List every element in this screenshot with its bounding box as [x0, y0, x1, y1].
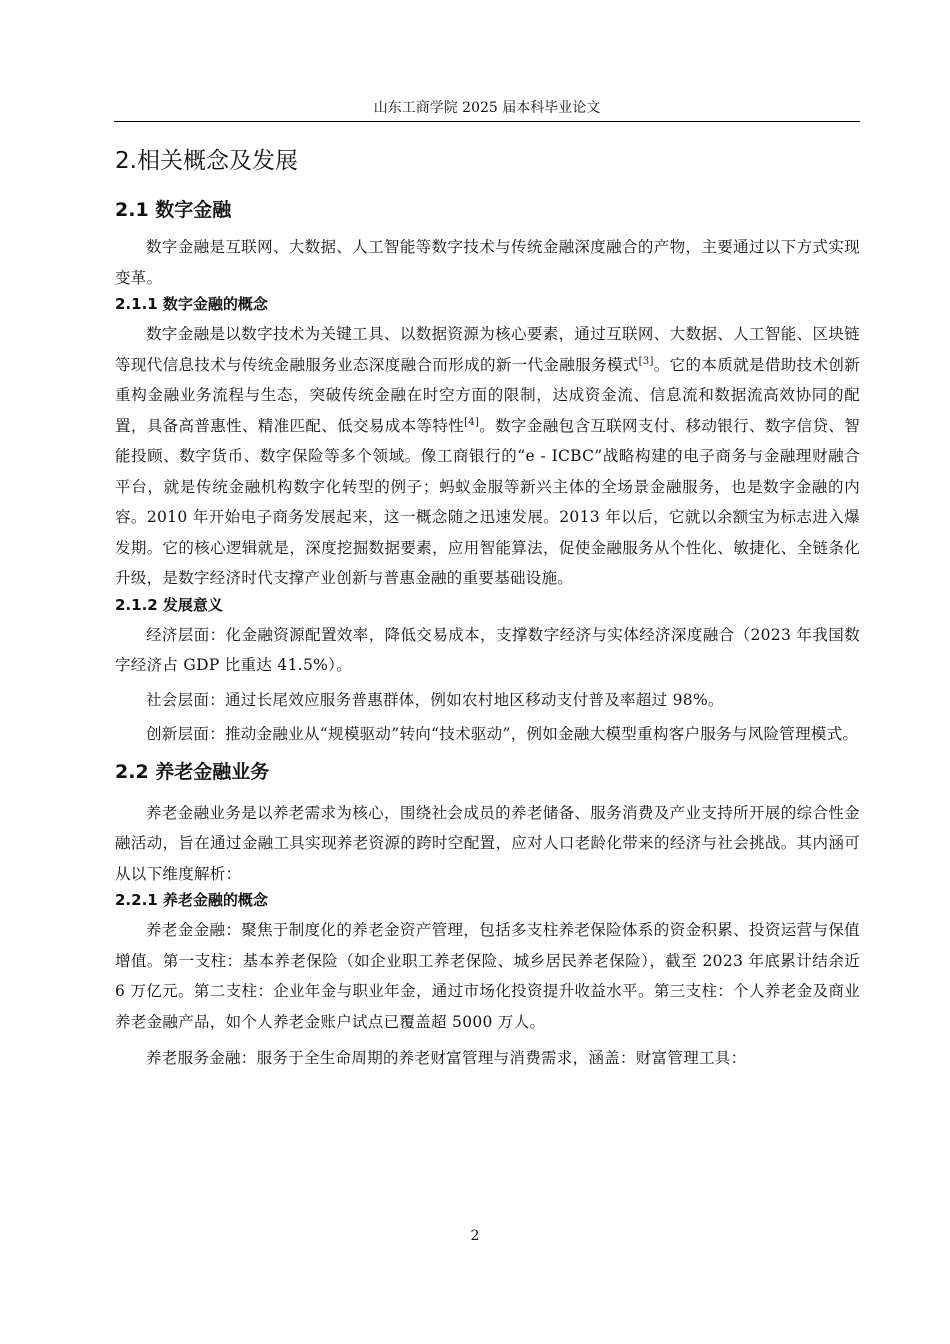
subsection-heading-2-1-2: 2.1.2 发展意义 [115, 595, 223, 614]
paragraph-2-1-1-part-c: 。数字金融包含互联网支付、移动银行、数字信贷、智能投顾、数字货币、数字保险等多个领域。像工商银行的“e - ICBC”战略构建的电子商务与金融理财融合平台，就是传统金融机构数字化转型的例子；蚂蚁金服等新兴主体的全场景金融服务，也是数字金融的内容。2010 年开始电子商务发展起来，这一概念随之迅速发展。2013 年以后，它就以余额宝为标志进入爆发期。它的核心逻辑就是，深度挖掘数据要素，应用智能算法，促使金融服务从个性化、敏捷化、全链条化升级，是数字经济时代支撑产业创新与普惠金融的重要基础设施。 [115, 416, 860, 587]
paragraph-pension-fund-finance: 养老金金融：聚焦于制度化的养老金资产管理，包括多支柱养老保险体系的资金积累、投资运营与保值增值。第一支柱：基本养老保险（如企业职工养老保险、城乡居民养老保险），截至 2023 年底累计结余近 6 万亿元。第二支柱：企业年金与职业年金，通过市场化投资提升收益水平。第三支柱：个人养老金及商业养老金融产品，如个人养老金账户试点已覆盖超 5000 万人。 [115, 921, 860, 1031]
paragraph-innovation-level: 创新层面：推动金融业从“规模驱动”转向“技术驱动”，例如金融大模型重构客户服务与风险管理模式。 [146, 725, 859, 743]
citation-3: [3] [638, 355, 654, 367]
page-number: 2 [470, 1228, 480, 1244]
citation-4: [4] [464, 416, 480, 428]
paragraph-pension-service-finance: 养老服务金融：服务于全生命周期的养老财富管理与消费需求，涵盖：财富管理工具： [146, 1049, 747, 1067]
section-heading-2-1: 2.1 数字金融 [115, 199, 232, 221]
subsection-heading-2-1-1: 2.1.1 数字金融的概念 [115, 295, 268, 313]
section-heading-2-2: 2.2 养老金融业务 [115, 760, 270, 783]
page-body [115, 140, 860, 1074]
paragraph-2-1-1-part-b: 。它的本质就是借助技术创新重构金融业务流程与生态，突破传统金融在时空方面的限制，达成资金流、信息流和数据流高效协同的配置，具备高普惠性、精准匹配、低交易成本等特性 [115, 355, 860, 435]
header-rule [114, 121, 860, 122]
paragraph-2-1-1-part-a: 数字金融是以数字技术为关键工具、以数据资源为核心要素，通过互联网、大数据、人工智能、区块链等现代信息技术与传统金融服务业态深度融合而形成的新一代金融服务模式 [115, 325, 860, 374]
chapter-heading: 2.相关概念及发展 [115, 148, 298, 174]
running-header: 山东工商学院 2025 届本科毕业论文 [373, 100, 601, 116]
paragraph-2-1-1 [115, 319, 860, 594]
paragraph-social-level: 社会层面：通过长尾效应服务普惠群体，例如农村地区移动支付普及率超过 98%。 [146, 690, 724, 709]
paragraph-2-2-intro: 养老金融业务是以养老需求为核心，围绕社会成员的养老储备、服务消费及产业支持所开展的综合性金融活动，旨在通过金融工具实现养老资源的跨时空配置，应对人口老龄化带来的经济与社会挑战。其内涵可从以下维度解析： [115, 803, 860, 883]
subsection-heading-2-2-1: 2.2.1 养老金融的概念 [115, 891, 268, 909]
paragraph-economic-level: 经济层面：化金融资源配置效率，降低交易成本，支撑数字经济与实体经济深度融合（2023 年我国数字经济占 GDP 比重达 41.5%）。 [115, 625, 860, 674]
paragraph-2-1-intro: 数字金融是互联网、大数据、人工智能等数字技术与传统金融深度融合的产物，主要通过以下方式实现变革。 [115, 238, 860, 287]
